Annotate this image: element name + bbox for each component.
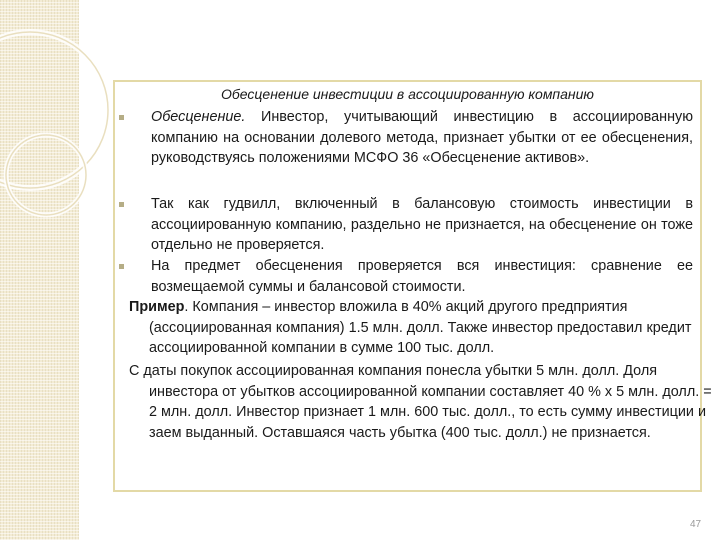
bullet-text: Так как гудвилл, включенный в балансовую стоимость инвестиции в ассоциированную компанию, раздельно не признается, на обесценение он тоже отдельно не проверяется. <box>151 196 693 254</box>
bullet-item <box>119 256 693 297</box>
square-bullet-icon <box>119 202 124 207</box>
square-bullet-icon <box>119 115 124 120</box>
example-label: Пример <box>129 299 185 315</box>
example-text: . Компания – инвестор вложила в 40% акций другого предприятия (ассоциированная компания) 1.5 млн. долл. Также инвестор предоставил кредит ассоциированной компании в сумме 100 тыс. долл. <box>149 299 692 357</box>
example-paragraph <box>129 297 719 359</box>
followup-paragraph: С даты покупок ассоциированная компания понесла убытки 5 млн. долл. Доля инвестора от убытков ассоциированной компании составляет 40 % х 5 млн. долл. = 2 млн. долл. Инвестор признает 1 млн. 600 тыс. долл., то есть сумму инвестиции и заем выданный. Оставшаяся часть убытка (400 тыс. долл.) не признается. <box>129 363 712 441</box>
square-bullet-icon <box>119 264 124 269</box>
slide-title: Обесценение инвестиции в ассоциированную компанию <box>221 86 594 102</box>
bullet-text: Инвестор, учитывающий инвестицию в ассоциированную компанию на основании долевого метода, признает убытки от ее обесценения, руководствуясь положениями МСФО 36 «Обесценение активов». <box>151 109 693 167</box>
bullet-item <box>119 107 693 169</box>
slide-content-frame <box>113 80 712 492</box>
page-number: 47 <box>690 519 702 530</box>
bullet-text: На предмет обесценения проверяется вся инвестиция: сравнение ее возмещаемой суммы и балансовой стоимости. <box>151 258 693 295</box>
bullet-item <box>119 194 693 256</box>
decorative-circles <box>0 0 130 260</box>
bullet-lead-term: Обесценение. <box>151 109 246 125</box>
